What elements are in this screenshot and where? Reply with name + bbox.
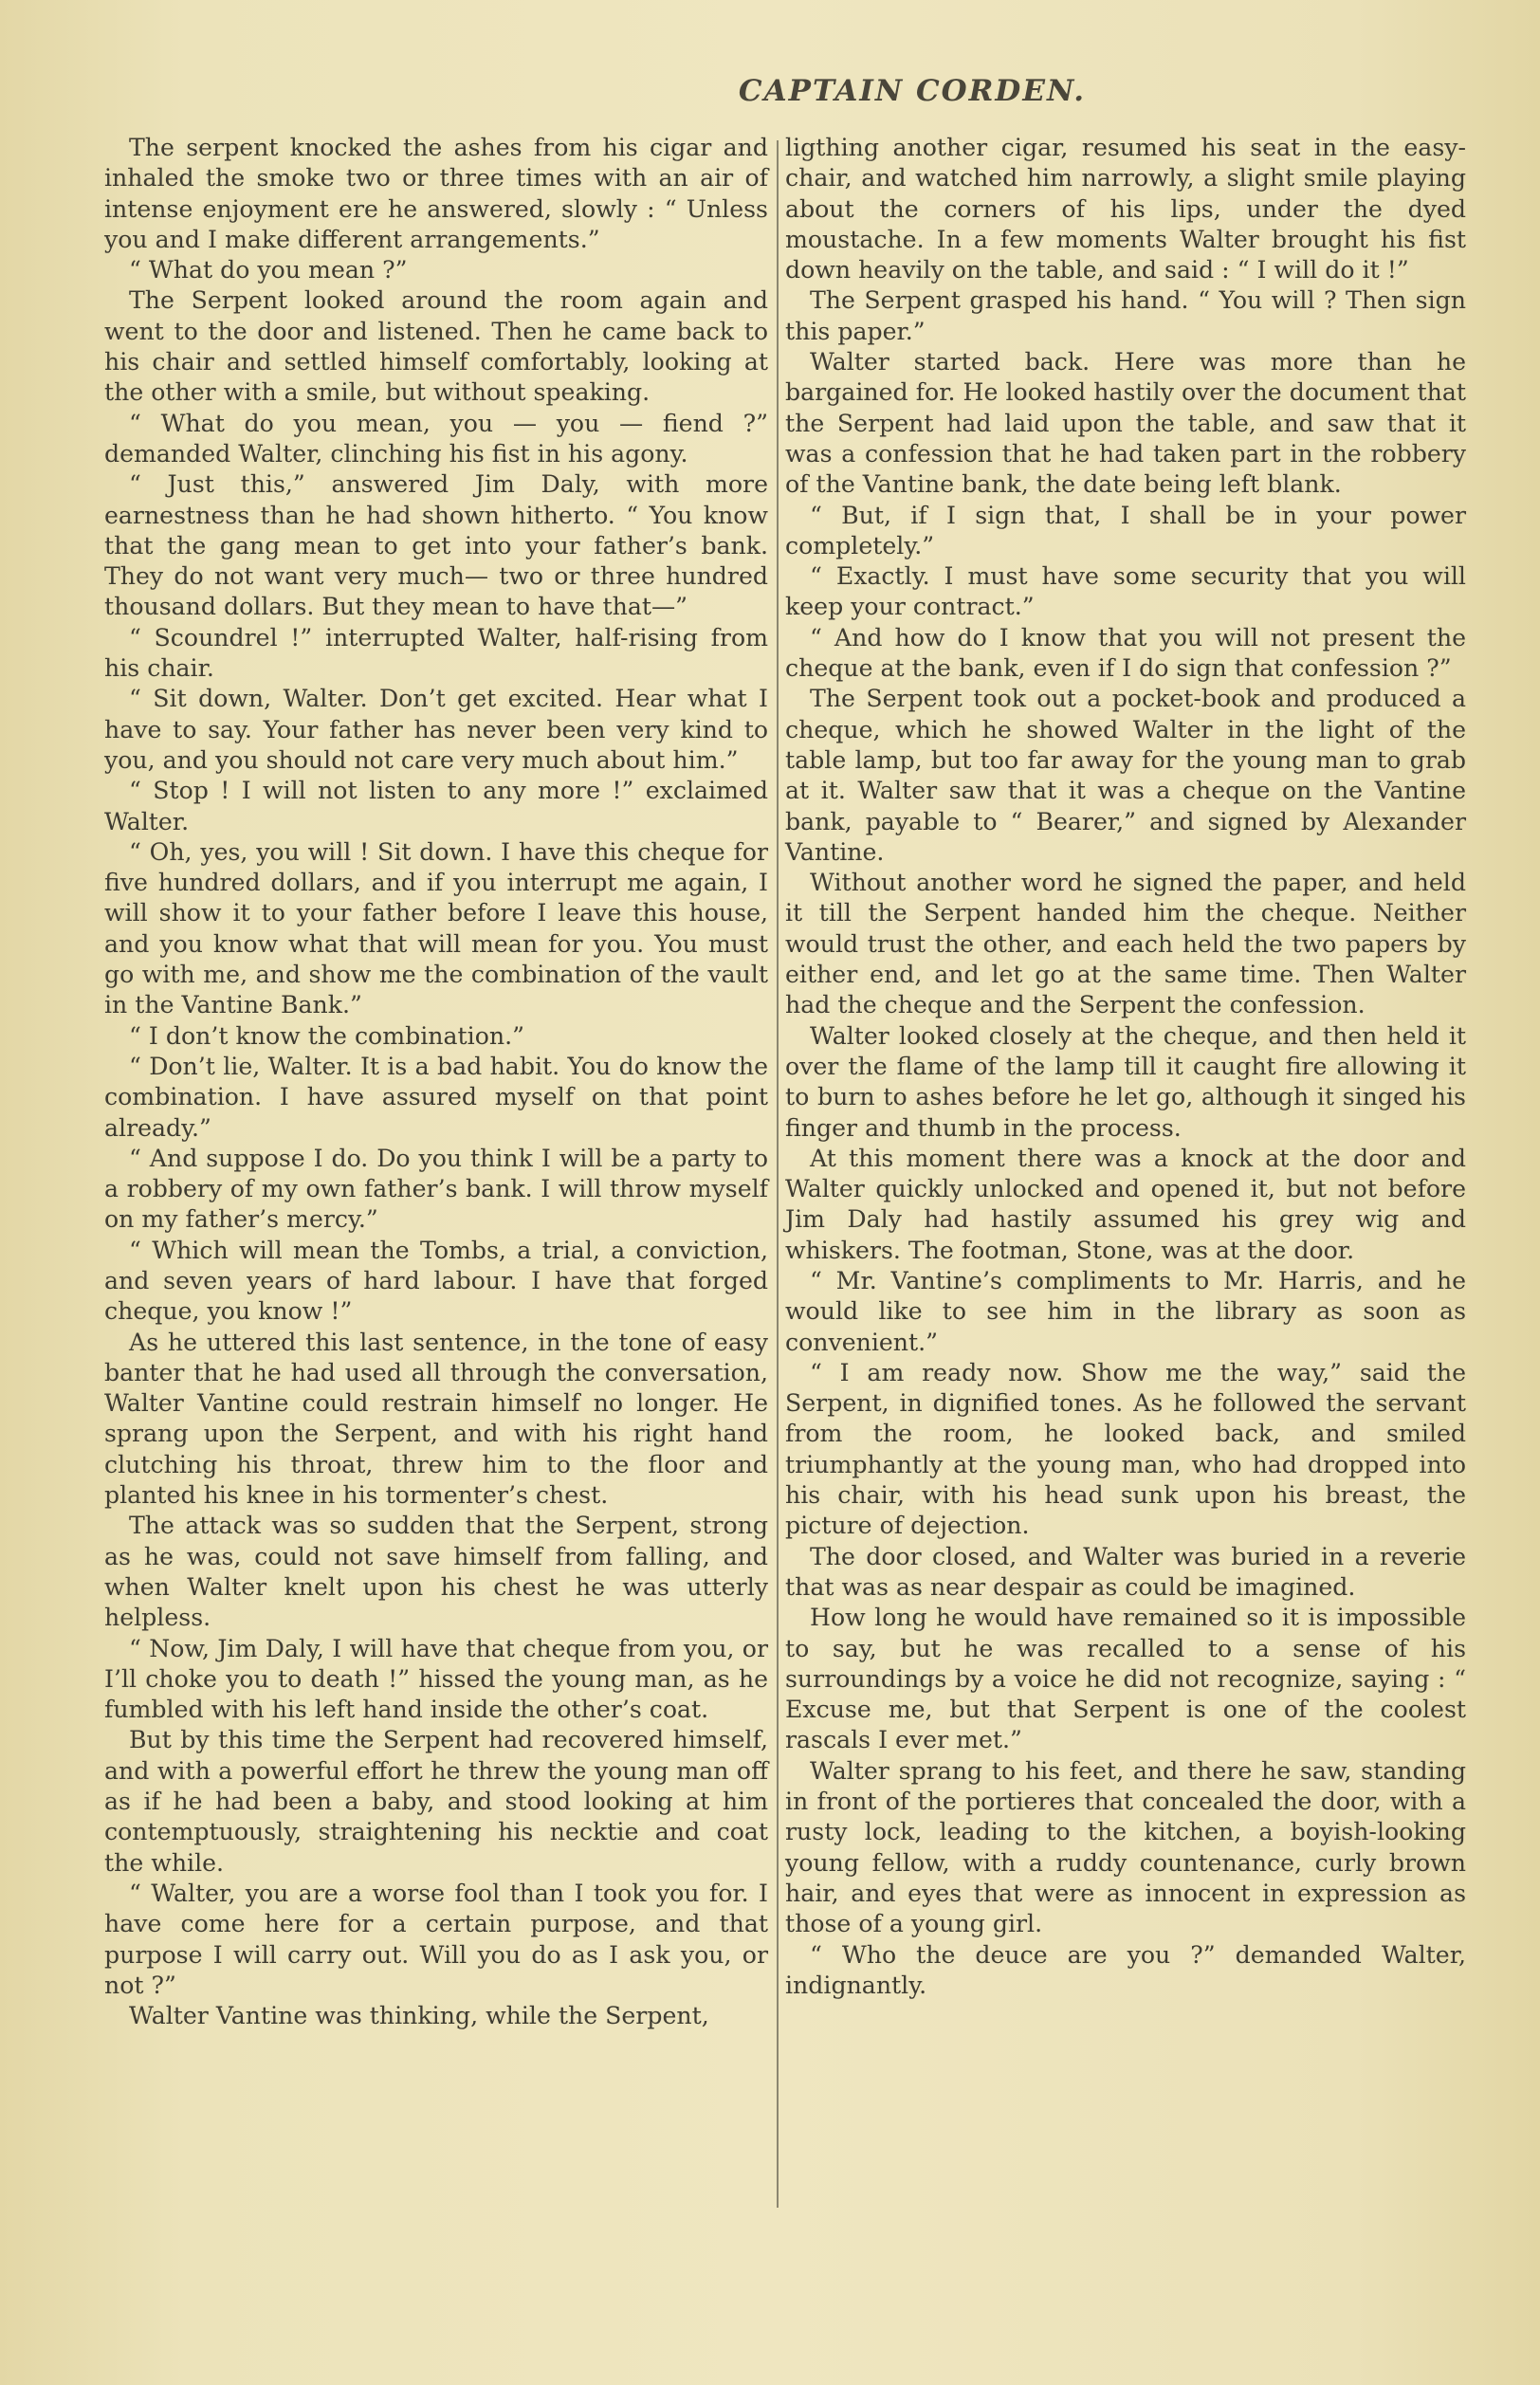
paragraph: How long he would have remained so it is impossible to say, but he was recalled to a sense of his surroundings by a voice he did not recognize, saying : “ Excuse me, but that Serpent is one of the coolest rascals I ever met.” <box>785 1604 1466 1754</box>
paragraph: “ Stop ! I will not listen to any more !” exclaimed Walter. <box>104 777 768 835</box>
paragraph: “ Walter, you are a worse fool than I took you for. I have come here for a certain purpose, and that purpose I will carry out. Will you do as I ask you, or not ?” <box>104 1879 768 1999</box>
paragraph: At this moment there was a knock at the door and Walter quickly unlocked and opened it, but not before Jim Daly had hastily assumed his grey wig and whiskers. The footman, Stone, was at the door. <box>785 1144 1466 1264</box>
paragraph: “ Sit down, Walter. Don’t get excited. Hear what I have to say. Your father has never been very kind to you, and you should not care very much about him.” <box>104 685 768 774</box>
paragraph: “ Oh, yes, you will ! Sit down. I have this cheque for five hundred dollars, and if you interrupt me again, I will show it to your father before I leave this house, and you know what that will mean for you. You must go with me, and show me the combination of the vault in the Vantine Bank.” <box>104 837 768 1019</box>
paragraph: Walter looked closely at the cheque, and then held it over the flame of the lamp till it caught fire allowing it to burn to ashes before he let go, although it singed his finger and thumb in the process. <box>785 1021 1466 1142</box>
paragraph: “ Mr. Vantine’s compliments to Mr. Harris, and he would like to see him in the library as soon as convenient.” <box>785 1266 1466 1356</box>
paragraph: “ Just this,” answered Jim Daly, with more earnestness than he had shown hitherto. “ You know that the gang mean to get into your father’s bank. They do not want very much— two or three hundred thousand dollars. But they mean to have that—” <box>104 470 768 621</box>
paragraph: “ And how do I know that you will not present the cheque at the bank, even if I do sign that confession ?” <box>785 623 1466 683</box>
paragraph: “ I don’t know the combination.” <box>129 1021 524 1050</box>
paragraph: Walter sprang to his feet, and there he saw, standing in front of the portieres that concealed the door, with a rusty lock, leading to the kitchen, a boyish-looking young fellow, with a ruddy countenance, curly brown hair, and eyes that were as innocent in expression as those of a young girl. <box>785 1756 1466 1938</box>
paragraph: The door closed, and Walter was buried in a reverie that was as near despair as could be imagined. <box>785 1542 1466 1601</box>
paragraph: “ What do you mean ?” <box>129 256 408 284</box>
paragraph: The attack was so sudden that the Serpent, strong as he was, could not save himself from falling, and when Walter knelt upon his chest he was utterly helpless. <box>104 1512 768 1632</box>
paragraph: The Serpent took out a pocket-book and produced a cheque, which he showed Walter in the light of the table lamp, but too far away for the young man to grab at it. Walter saw that it was a cheque on the Vantine bank, payable to “ Bearer,” and signed by Alexander Vantine. <box>785 685 1466 866</box>
paragraph: “ I am ready now. Show me the way,” said the Serpent, in dignified tones. As he followed the servant from the room, he looked back, and smiled triumphantly at the young man, who had dropped into his chair, with his head sunk upon his breast, the picture of dejection. <box>785 1358 1466 1540</box>
paragraph: The Serpent grasped his hand. “ You will ? Then sign this paper.” <box>785 286 1466 345</box>
paragraph: “ What do you mean, you — you — fiend ?” demanded Walter, clinching his fist in his agony. <box>104 409 768 468</box>
paragraph: The serpent knocked the ashes from his cigar and inhaled the smoke two or three times with an air of intense enjoyment ere he answered, slowly : “ Unless you and I make different arrangements.” <box>104 134 768 253</box>
left-column <box>104 133 768 2031</box>
column-divider <box>777 140 779 2208</box>
paragraph: “ But, if I sign that, I shall be in your power completely.” <box>785 501 1466 560</box>
paragraph: As he uttered this last sentence, in the tone of easy banter that he had used all through the conversation, Walter Vantine could restrain himself no longer. He sprang upon the Serpent, and with his right hand clutching his throat, threw him to the floor and planted his knee in his tormenter’s chest. <box>104 1328 768 1510</box>
paragraph: “ Now, Jim Daly, I will have that cheque from you, or I’ll choke you to death !” hissed the young man, as he fumbled with his left hand inside the other’s coat. <box>104 1634 768 1724</box>
paragraph: The Serpent looked around the room again and went to the door and listened. Then he came back to his chair and settled himself comfortably, looking at the other with a smile, but without speaking. <box>104 286 768 407</box>
paragraph: “ Who the deuce are you ?” demanded Walter, indignantly. <box>785 1940 1466 1999</box>
paragraph: Without another word he signed the paper, and held it till the Serpent handed him the cheque. Neither would trust the other, and each held the two papers by either end, and let go at the same time. Then Walter had the cheque and the Serpent the confession. <box>785 869 1466 1019</box>
paragraph: “ Don’t lie, Walter. It is a bad habit. You do know the combination. I have assured myself on that point already.” <box>104 1052 768 1142</box>
page-header <box>0 74 1540 108</box>
paragraph: Walter started back. Here was more than he bargained for. He looked hastily over the document that the Serpent had laid upon the table, and saw that it was a confession that he had taken part in the robbery of the Vantine bank, the date being left blank. <box>785 348 1466 499</box>
paragraph: Walter Vantine was thinking, while the Serpent, <box>129 2002 709 2030</box>
paragraph: “ Exactly. I must have some security that you will keep your contract.” <box>785 562 1466 621</box>
paragraph: ligthing another cigar, resumed his seat in the easy-chair, and watched him narrowly, a slight smile playing about the corners of his lips, under the dyed moustache. In a few moments Walter brought his fist down heavily on the table, and said : “ I will do it !” <box>785 134 1466 284</box>
right-column <box>785 133 1466 2001</box>
paragraph: “ Which will mean the Tombs, a trial, a conviction, and seven years of hard labour. I have that forged cheque, you know !” <box>104 1236 768 1326</box>
paragraph: “ And suppose I do. Do you think I will be a party to a robbery of my own father’s bank. I will throw myself on my father’s mercy.” <box>104 1144 768 1234</box>
page-title: CAPTAIN CORDEN. <box>738 74 1087 108</box>
paragraph: “ Scoundrel !” interrupted Walter, half-rising from his chair. <box>104 623 768 683</box>
paragraph: But by this time the Serpent had recovered himself, and with a powerful effort he threw the young man off as if he had been a baby, and stood looking at him contemptuously, straightening his necktie and coat the while. <box>104 1726 768 1877</box>
